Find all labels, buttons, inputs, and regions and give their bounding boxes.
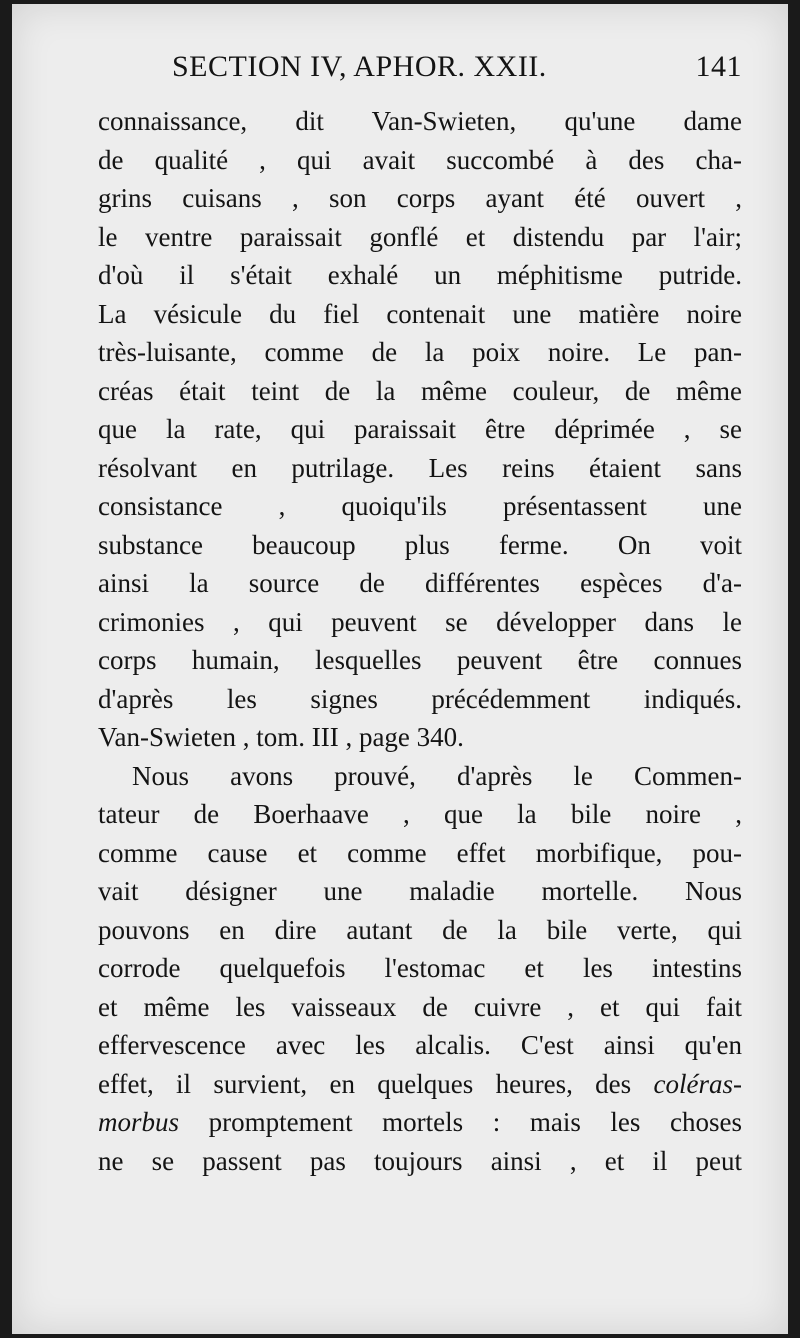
text-line: créas était teint de la même couleur, de même [98, 375, 742, 406]
text-line: tateur de Boerhaave , que la bile noire , [98, 799, 742, 829]
text-line: consistance , quoiqu'ils présentassent une [98, 491, 742, 521]
text-line: grins cuisans , son corps ayant été ouvert , [98, 183, 742, 213]
running-header [172, 50, 742, 94]
text-span: effet, il survient, en quelques heures, des [98, 1068, 654, 1099]
text-line: corrode quelquefois l'estomac et les intestins [98, 953, 742, 983]
text-line: corps humain, lesquelles peuvent être connues [98, 645, 742, 675]
text-line: d'après les signes précédemment indiqués. [98, 683, 742, 714]
text-span: promptement mortels : mais les choses [179, 1107, 742, 1137]
body-text [98, 102, 742, 1180]
italic-term: morbus [98, 1107, 180, 1137]
text-line: Nous avons prouvé, d'après le Commen- [132, 760, 742, 791]
text-line: substance beaucoup plus ferme. On voit [98, 529, 742, 560]
text-line: résolvant en putrilage. Les reins étaient sans [98, 452, 742, 483]
text-line [98, 1103, 742, 1142]
paragraph [98, 102, 742, 757]
page-number: 141 [695, 50, 742, 83]
text-line: très-luisante, comme de la poix noire. Le pan- [98, 337, 742, 367]
text-line: Van-Swieten , tom. III , page 340. [98, 722, 464, 752]
text-line: La vésicule du fiel contenait une matière noire [98, 298, 742, 329]
text-line: effervescence avec les alcalis. C'est ainsi qu'en [98, 1030, 742, 1060]
text-line: le ventre paraissait gonflé et distendu par l'air; [98, 221, 742, 252]
text-line: pouvons en dire autant de la bile verte, qui [98, 914, 742, 945]
text-line: d'où il s'était exhalé un méphitisme putride. [98, 260, 742, 290]
paragraph [98, 757, 742, 1181]
text-line: connaissance, dit Van-Swieten, qu'une dame [98, 106, 742, 136]
text-line: que la rate, qui paraissait être déprimée , se [98, 414, 742, 444]
text-line: ne se passent pas toujours ainsi , et il peut [98, 1145, 742, 1176]
text-line: comme cause et comme effet morbifique, pou- [98, 837, 742, 868]
running-title: SECTION IV, APHOR. XXII. [172, 50, 547, 83]
text-line: crimonies , qui peuvent se développer dans le [98, 606, 742, 637]
italic-term: coléras- [653, 1068, 742, 1099]
text-line: de qualité , qui avait succombé à des cha- [98, 144, 742, 175]
text-line: ainsi la source de différentes espèces d'a- [98, 568, 742, 598]
book-page [12, 4, 788, 1334]
text-line: et même les vaisseaux de cuivre , et qui fait [98, 991, 742, 1022]
text-line: vait désigner une maladie mortelle. Nous [98, 876, 742, 906]
text-line [98, 1065, 742, 1104]
